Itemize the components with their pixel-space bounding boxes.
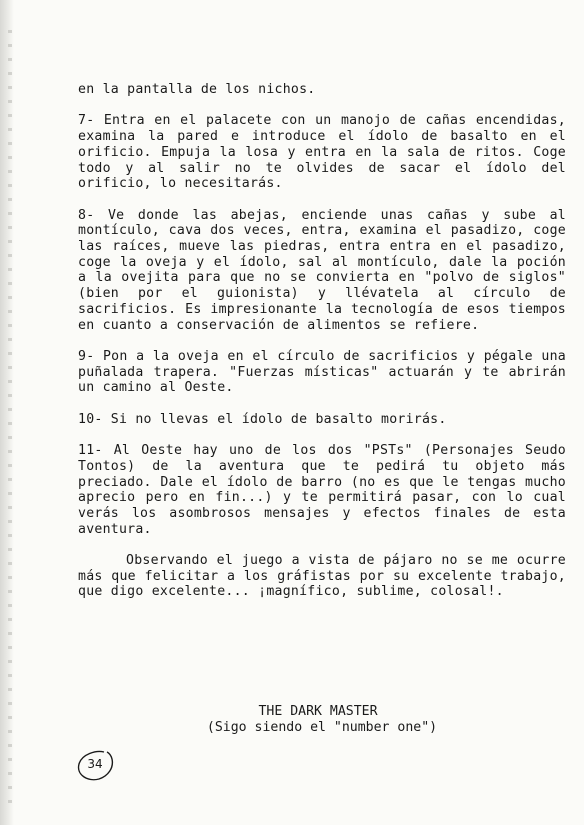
paragraph-continuation: en la pantalla de los nichos. <box>78 82 316 97</box>
paragraph-step-7: 7- Entra en el palacete con un manojo de cañas encendidas, examina la pared e introduce el ídolo de basalto en el orificio. Empuja la losa y entra en la sala de ritos. Coge todo y al salir no te olvides de sacar el ídolo del orificio, lo necesitarás. <box>78 113 566 192</box>
paragraph-step-8: 8- Ve donde las abejas, enciende unas cañas y sube al montículo, cava dos veces, entra, examina el pasadizo, coge las raíces, mueve las piedras, entra entra en el pasadizo, coge la oveja y el ídolo, sal al montículo, dale la poción a la ovejita para que no se convierta en "polvo de siglos" (bien por el guionista) y llévatela al círculo de sacrificios. Es impresionante la tecnología de esos tiempos en cuanto a conservación de alimentos se refiere. <box>78 207 566 333</box>
signature-block <box>78 704 566 735</box>
paragraph-step-10: 10- Si no llevas el ídolo de basalto morirás. <box>78 411 447 427</box>
author-name: THE DARK MASTER <box>258 704 378 719</box>
article-body <box>78 82 566 616</box>
page-number-badge <box>74 748 116 784</box>
page-number: 34 <box>87 757 103 771</box>
paragraph-step-11: 11- Al Oeste hay uno de los dos "PSTs" (Personajes Seudo Tontos) de la aventura que te pedirá tu objeto más preciado. Dale el ídolo de barro (no es que le tengas mucho aprecio pero en fin...) y te permitirá pasar, con lo cual verás los asombrosos mensajes y efectos finales de esta aventura. <box>78 443 566 537</box>
author-note: (Sigo siendo el "number one") <box>206 719 438 735</box>
binding-holes <box>8 30 12 810</box>
paragraph-step-9: 9- Pon a la oveja en el círculo de sacrificios y pégale una puñalada trapera. "Fuerzas místicas" actuarán y te abrirán un camino al Oeste. <box>78 348 566 396</box>
paragraph-conclusion: Observando el juego a vista de pájaro no se me ocurre más que felicitar a los gráfistas por su excelente trabajo, que digo excelente... ¡magnífico, sublime, colosal!. <box>78 553 566 600</box>
